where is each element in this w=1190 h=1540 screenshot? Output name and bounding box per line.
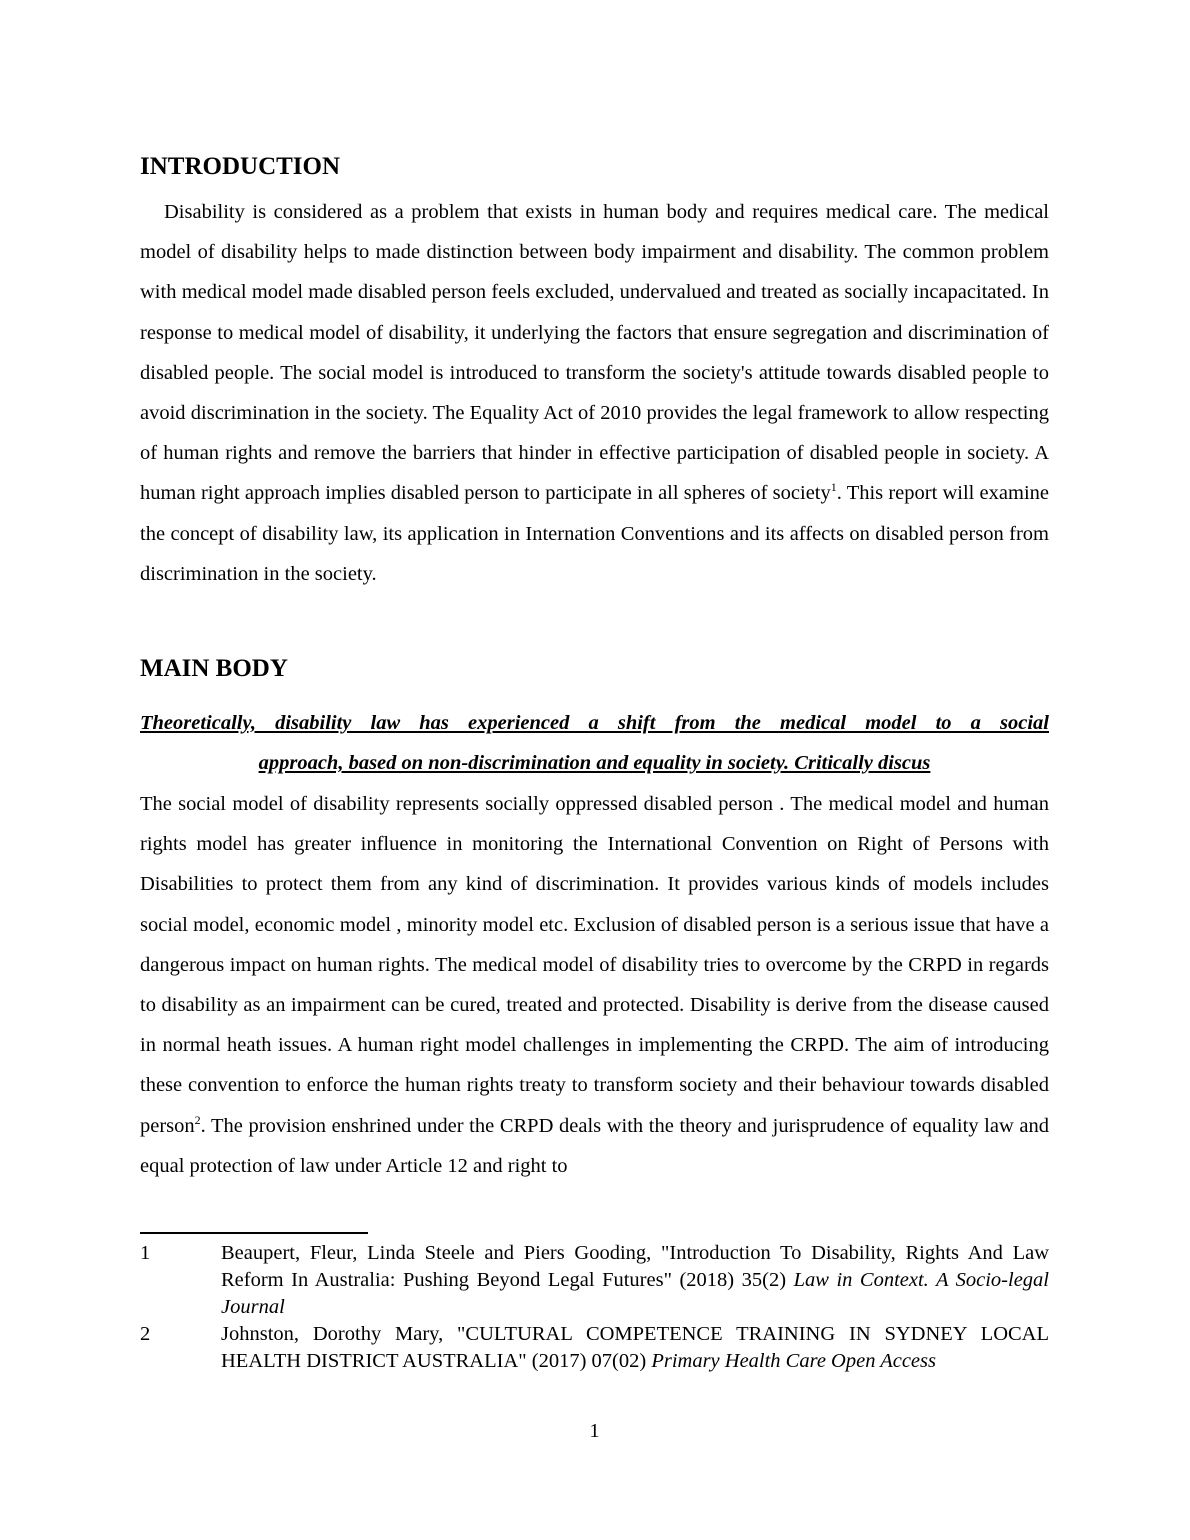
page-number: 1 <box>589 1420 600 1442</box>
footnote-2 <box>140 1321 1049 1375</box>
intro-text-part2: . This report will examine the concept of disability law, its application in Internation Conventions and its affects on disabled person from discrimination in the society. <box>140 482 1049 585</box>
main-body-paragraph <box>140 784 1049 1186</box>
question-heading <box>140 703 1049 783</box>
footnote-journal: Primary Health Care Open Access <box>651 1349 936 1372</box>
main-body-heading: MAIN BODY <box>140 655 288 682</box>
footnote-text <box>221 1321 1049 1375</box>
footnote-text <box>221 1240 1049 1320</box>
footnote-citation: Johnston, Dorothy Mary, "CULTURAL COMPETENCE TRAINING IN SYDNEY LOCAL HEALTH DISTRICT AUSTRALIA" (2017) 07(02) <box>221 1323 1049 1372</box>
introduction-paragraph <box>140 192 1049 594</box>
question-heading-line1: Theoretically, disability law has experienced a shift from the medical model to a social <box>140 712 1049 734</box>
footnote-number: 2 <box>140 1323 151 1345</box>
main-text-part2: . The provision enshrined under the CRPD deals with the theory and jurisprudence of equality law and equal protection of law under Article 12 and right to <box>140 1114 1049 1177</box>
question-heading-line2: approach, based on non-discrimination and equality in society. Critically discus <box>258 752 931 775</box>
intro-text-part1: Disability is considered as a problem that exists in human body and requires medical care. The medical model of disability helps to made distinction between body impairment and disability. The common problem with medical model made disabled person feels excluded, undervalued and treated as socially incapacitated. In response to medical model of disability, it underlying the factors that ensure segregation and discrimination of disabled people. The social model is introduced to transform the society's attitude towards disabled people to avoid discrimination in the society. The Equality Act of 2010 provides the legal framework to allow respecting of human rights and remove the barriers that hinder in effective participation of disabled people in society. A human right approach implies disabled person to participate in all spheres of society <box>140 201 1049 505</box>
footnote-ref-1[interactable]: 1 <box>830 480 837 495</box>
introduction-heading: INTRODUCTION <box>140 153 341 180</box>
footnote-citation: Beaupert, Fleur, Linda Steele and Piers Gooding, "Introduction To Disability, Rights And Law Reform In Australia: Pushing Beyond Legal Futures" (2018) 35(2) <box>221 1242 1049 1291</box>
main-text-part1: The social model of disability represents socially oppressed disabled person . The medical model and human rights model has greater influence in monitoring the International Convention on Right of Persons with Disabilities to protect them from any kind of discrimination. It provides various kinds of models includes social model, economic model , minority model etc. Exclusion of disabled person is a serious issue that have a dangerous impact on human rights. The medical model of disability tries to overcome by the CRPD in regards to disability as an impairment can be cured, treated and protected. Disability is derive from the disease caused in normal heath issues. A human right model challenges in implementing the CRPD. The aim of introducing these convention to enforce the human rights treaty to transform society and their behaviour towards disabled person <box>140 793 1049 1137</box>
footnote-ref-2[interactable]: 2 <box>194 1112 201 1127</box>
footnote-number: 1 <box>140 1242 151 1264</box>
footnote-journal: Law in Context. A Socio-legal Journal <box>221 1268 1049 1318</box>
footnote-1 <box>140 1240 1049 1320</box>
footnote-divider <box>140 1232 368 1234</box>
